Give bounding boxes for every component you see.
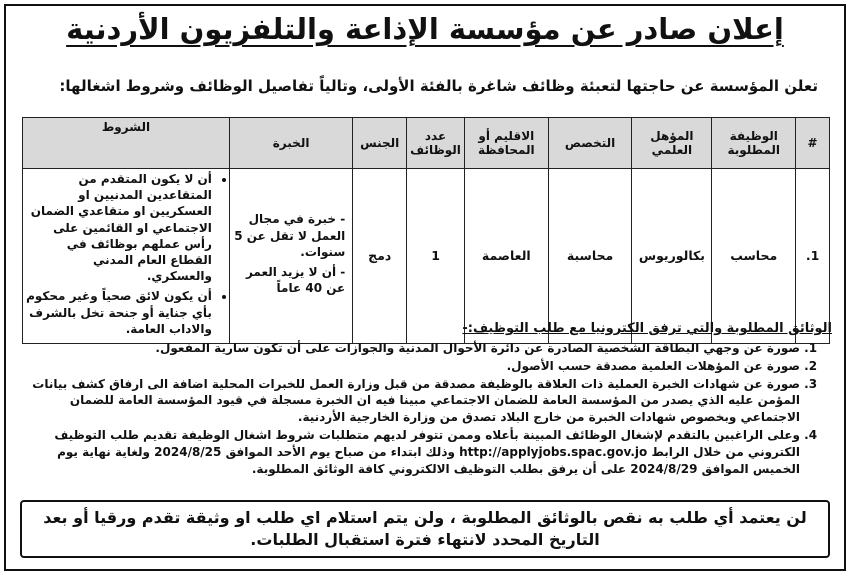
- header-specialization: التخصص: [548, 118, 632, 169]
- cell-count: 1: [407, 169, 465, 344]
- header-qualification: المؤهل العلمي: [632, 118, 712, 169]
- announcement-title: إعلان صادر عن مؤسسة الإذاعة والتلفزيون الأردنية: [66, 12, 784, 46]
- header-experience: الخبرة: [229, 118, 352, 169]
- cell-qualification: بكالوريوس: [632, 169, 712, 344]
- table-header-row: [23, 118, 830, 169]
- condition-item: • أن يكون لائق صحياً وغير محكوم بأي جناية أو جنحة تخل بالشرف والاداب العامة.: [26, 288, 212, 337]
- document-item: 2. صورة عن المؤهلات العلمية مصدقة حسب الأصول.: [30, 358, 800, 375]
- header-num: #: [796, 118, 830, 169]
- cell-gender: دمج: [353, 169, 407, 344]
- conditions-list: [26, 171, 226, 337]
- intro-text: تعلن المؤسسة عن حاجتها لتعبئة وظائف شاغرة بالفئة الأولى، وتالياً تفاصيل الوظائف وشروط اشغالها:: [59, 77, 818, 95]
- cell-experience: [229, 169, 352, 344]
- experience-item: - أن لا يزيد العمر عن 40 عاماً: [233, 264, 345, 296]
- header-region: الاقليم أو المحافظة: [464, 118, 548, 169]
- documents-heading: الوثائق المطلوبة والتي ترفق الكترونيا مع طلب التوظيف:-: [462, 321, 832, 336]
- cell-region: العاصمة: [464, 169, 548, 344]
- cell-conditions: [23, 169, 230, 344]
- condition-item: • أن لا يكون المتقدم من المتقاعدين المدنيين او العسكريين او متقاعدي الضمان الاجتماعي او القائمين على رأس عملهم بوظائف في القطاع العام المدني والعسكري.: [26, 171, 212, 284]
- header-gender: الجنس: [353, 118, 407, 169]
- document-item: 1. صورة عن وجهي البطاقة الشخصية الصادرة عن دائرة الأحوال المدنية والجوازات على أن تكون سارية المفعول.: [30, 340, 800, 357]
- experience-list: [233, 211, 349, 296]
- document-item: 3. صورة عن شهادات الخبرة العملية ذات العلاقة بالوظيفة مصدقة من قبل وزارة العمل للخبرات المحلية اضافة الى ارفاق كشف بيانات المؤمن عليه الذي يصدر من المؤسسة العامة للضمان الاجتماعي مبينا فيه ان الخبرة مسجلة في قيود المؤسسة العامة للضمان الاجتماعي وبخصوص شهادات الخبرة من خارج البلاد تصدق من وزارة الخارجية الأردنية.: [30, 376, 800, 426]
- header-conditions: الشروط: [23, 118, 230, 169]
- notice-box: لن يعتمد أي طلب به نقص بالوثائق المطلوبة ، ولن يتم استلام اي طلب او وثيقة تقدم ورقيا أو بعد التاريخ المحدد لانتهاء فترة استقبال الطلبات.: [20, 500, 830, 558]
- cell-specialization: محاسبة: [548, 169, 632, 344]
- table-row: [23, 169, 830, 344]
- jobs-table: [22, 117, 830, 344]
- cell-job: محاسب: [712, 169, 796, 344]
- experience-item: - خبرة في مجال العمل لا تقل عن 5 سنوات.: [233, 211, 345, 260]
- cell-num: 1.: [796, 169, 830, 344]
- header-job: الوظيفة المطلوبة: [712, 118, 796, 169]
- document-item: 4. وعلى الراغبين بالتقدم لإشغال الوظائف المبينة بأعلاه وممن تتوفر لديهم متطلبات شروط اشغال الوظيفة تقديم طلب التوظيف الكتروني من خلال الرابط http://applyjobs.spac.gov.jo وذلك ابتداء من صباح يوم الأحد الموافق 2024/8/25 ولغاية نهاية يوم الخميس الموافق 2024/8/29 على أن يرفق بطلب التوظيف الالكتروني كافة الوثائق المطلوبة.: [30, 427, 800, 477]
- header-count: عدد الوظائف: [407, 118, 465, 169]
- documents-list: [30, 340, 822, 478]
